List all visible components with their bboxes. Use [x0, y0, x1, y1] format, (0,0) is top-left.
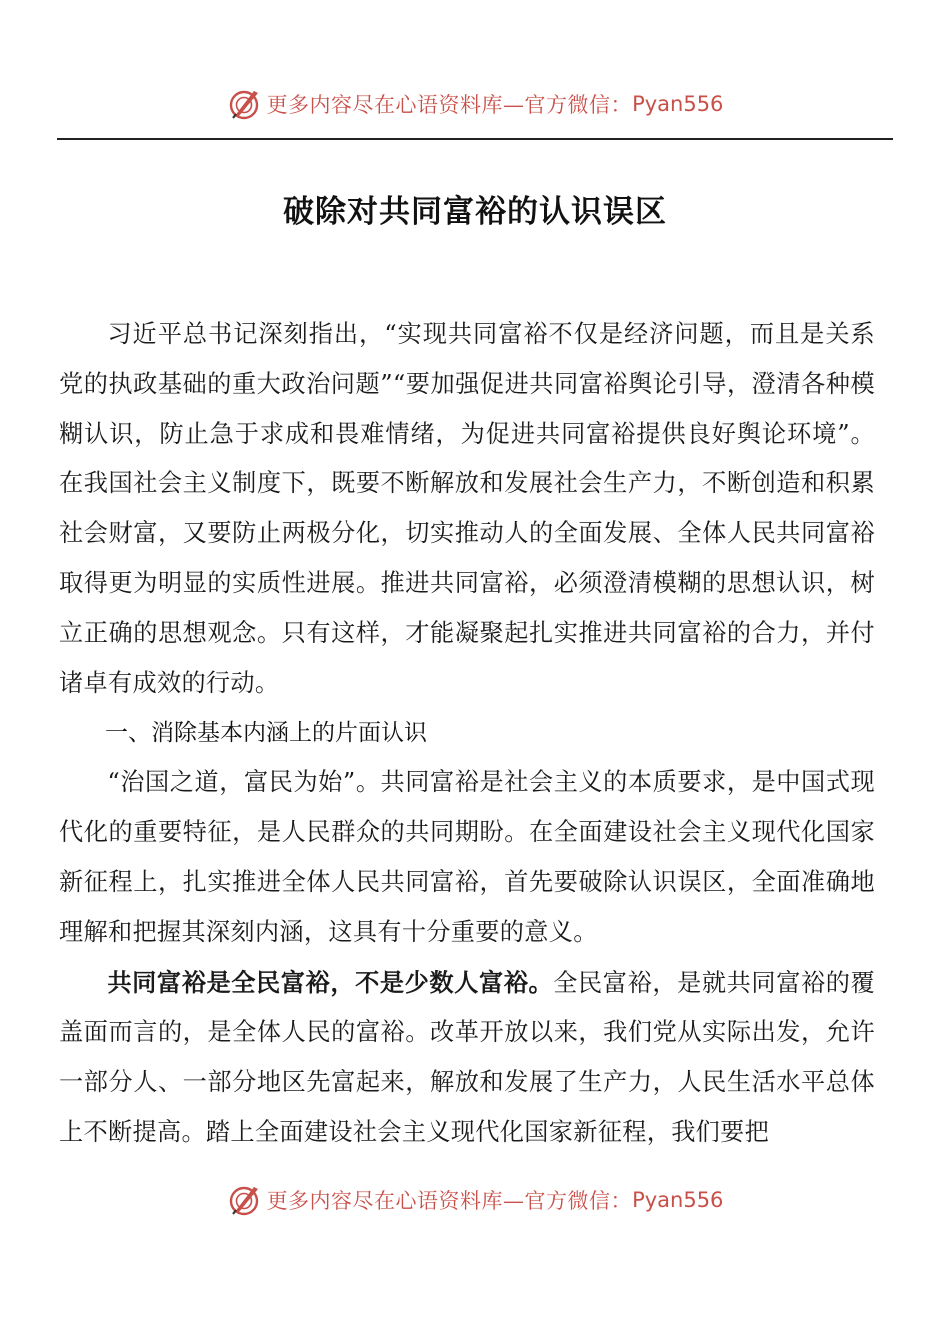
- section-heading: 一、消除基本内涵上的片面认识: [105, 720, 427, 747]
- quill-logo-icon: [227, 86, 263, 122]
- header-divider: [57, 138, 893, 140]
- header-watermark: [0, 82, 950, 126]
- point-heading: 共同富裕是全民富裕，不是少数人富裕。: [107, 967, 554, 997]
- quill-logo-icon: [227, 1182, 263, 1218]
- watermark-label: 更多内容尽在心语资料库—官方微信：: [266, 1189, 633, 1213]
- footer-watermark: [0, 1178, 950, 1222]
- watermark-wechat-id: Pyan556: [632, 1188, 724, 1212]
- watermark-label: 更多内容尽在心语资料库—官方微信：: [266, 93, 633, 117]
- intro-paragraph: 习近平总书记深刻指出，“实现共同富裕不仅是经济问题，而且是关系党的执政基础的重大政治问题”“要加强促进共同富裕舆论引导，澄清各种模糊认识，防止急于求成和畏难情绪，为促进共同富裕提供良好舆论环境”。在我国社会主义制度下，既要不断解放和发展社会生产力，不断创造和积累社会财富，又要防止两极分化，切实推动人的全面发展、全体人民共同富裕取得更为明显的实质性进展。推进共同富裕，必须澄清模糊的思想认识，树立正确的思想观念。只有这样，才能凝聚起扎实推进共同富裕的合力，并付诸卓有成效的行动。: [59, 320, 875, 697]
- document-body: [59, 310, 875, 1158]
- document-title: 破除对共同富裕的认识误区: [283, 193, 667, 230]
- point-paragraph: [59, 958, 875, 1158]
- watermark-wechat-id: Pyan556: [632, 92, 724, 116]
- point-text: 全民富裕，是就共同富裕的覆盖面而言的，是全体人民的富裕。改革开放以来，我们党从实际出发，允许一部分人、一部分地区先富起来，解放和发展了生产力，人民生活水平总体上不断提高。踏上全面建设社会主义现代化国家新征程，我们要把: [59, 968, 875, 1146]
- section-paragraph: “治国之道，富民为始”。共同富裕是社会主义的本质要求，是中国式现代化的重要特征，是人民群众的共同期盼。在全面建设社会主义现代化国家新征程上，扎实推进全体人民共同富裕，首先要破除认识误区，全面准确地理解和把握其深刻内涵，这具有十分重要的意义。: [59, 768, 875, 946]
